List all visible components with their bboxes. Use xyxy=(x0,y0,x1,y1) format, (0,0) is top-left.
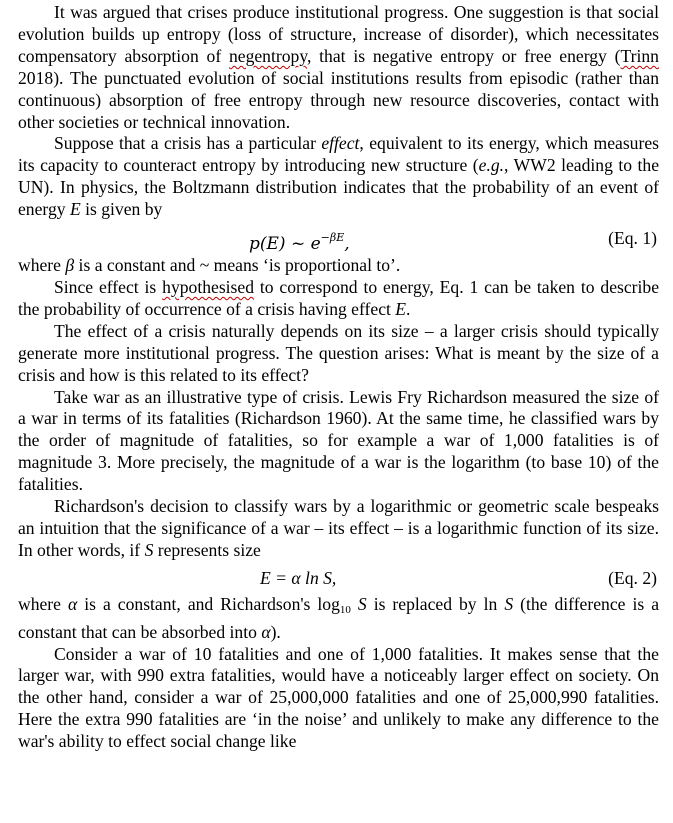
equation-1-expression: p(E) ~ $e^{-\beta E}$, xyxy=(249,231,350,255)
italic-eg: e.g. xyxy=(478,155,505,176)
paragraph-war-fatalities-comparison: Consider a war of 10 fatalities and one of 1,000 fatalities. It makes sense that the larger war, with 990 extra fatalities, would have a noticeably larger effect on society. On the other hand, consider a war of 25,000,000 fatalities and one of 25,000,990 fatalities. Here the extra 990 fatalities are ‘in the noise’ and unlikely to make any difference to the war's ability to effect social change like xyxy=(18,643,659,752)
text: , WW2 leading to the UN). In physics, the Boltzmann distribution indicates that the probability of an event of energy xyxy=(18,155,660,220)
text: It was argued that crises produce institutional progress. One suggestion is that social evolution builds up entropy (loss of structure, increase of disorder), which necessitates compensatory absorption of xyxy=(18,2,659,66)
paragraph-alpha-definition: where α is a constant, and Richardson's $\log_{10} S$ is replaced by ln S (the difference is a constant that can be absorbed into α). xyxy=(18,593,659,642)
symbol-alpha: α xyxy=(261,621,271,642)
equation-2-label: (Eq. 2) xyxy=(608,567,657,588)
text: 2018). The punctuated evolution of social institutions results from episodic (rather than continuous) absorption of free entropy through new resource discoveries, contact with other societies or technical innovation. xyxy=(18,67,659,132)
symbol-alpha: α xyxy=(67,593,78,614)
equation-1 xyxy=(18,221,659,255)
equation-1-exponent: −βE xyxy=(320,231,345,245)
spellcheck-word-negentropy: negentropy xyxy=(228,45,307,66)
text: Suppose that a crisis has a particular xyxy=(54,133,322,154)
paragraph-logarithmic-scale: Richardson's decision to classify wars by a logarithmic or geometric scale bespeaks an intuition that the significance of a war – its effect – is a logarithmic function of its size. In other words, if S represents size xyxy=(18,496,659,560)
spellcheck-word-hypothesised: hypothesised xyxy=(162,276,255,297)
equation-2 xyxy=(18,562,659,594)
paragraph-entropy xyxy=(18,2,659,133)
italic-effect: effect xyxy=(321,133,360,154)
italic-E: E xyxy=(395,298,407,319)
paragraph-richardson-war: Take war as an illustrative type of crisis. Lewis Fry Richardson measured the size of a war in terms of its fatalities (Richardson 1960). At the same time, he classified wars by the order of magnitude of fatalities, so for example a war of 1,000 fatalities is of magnitude 3. More precisely, the magnitude of a war is the logarithm (to base 10) of the fatalities. xyxy=(18,386,659,495)
text: is given by xyxy=(80,199,163,220)
paragraph-beta-definition: where β is a constant and ~ means ‘is proportional to’. xyxy=(18,255,401,276)
spellcheck-word-trinn: Trinn xyxy=(620,45,659,66)
paragraph-crisis-effect xyxy=(18,133,659,221)
symbol-beta: β xyxy=(65,255,75,276)
italic-S: S xyxy=(144,539,154,560)
paragraph-effect-energy: Since effect is hypothesised to correspond to energy, Eq. 1 can be taken to describe the probability of occurrence of a crisis having effect E. xyxy=(18,276,660,319)
text: , that is negative entropy or free energy ( xyxy=(306,45,621,66)
equation-1-label: (Eq. 1) xyxy=(608,228,657,249)
text: , equivalent to its energy, which measures its capacity to counteract entropy by introducing new structure ( xyxy=(18,133,659,176)
paragraph-crisis-size: The effect of a crisis naturally depends on its size – a larger crisis should typically generate more institutional progress. The question arises: What is meant by the size of a crisis and how is this related to its effect? xyxy=(18,320,659,385)
italic-E: E xyxy=(69,199,81,220)
equation-2-expression: E = α ln S, xyxy=(260,567,337,588)
subscript-10: 10 xyxy=(339,603,351,616)
